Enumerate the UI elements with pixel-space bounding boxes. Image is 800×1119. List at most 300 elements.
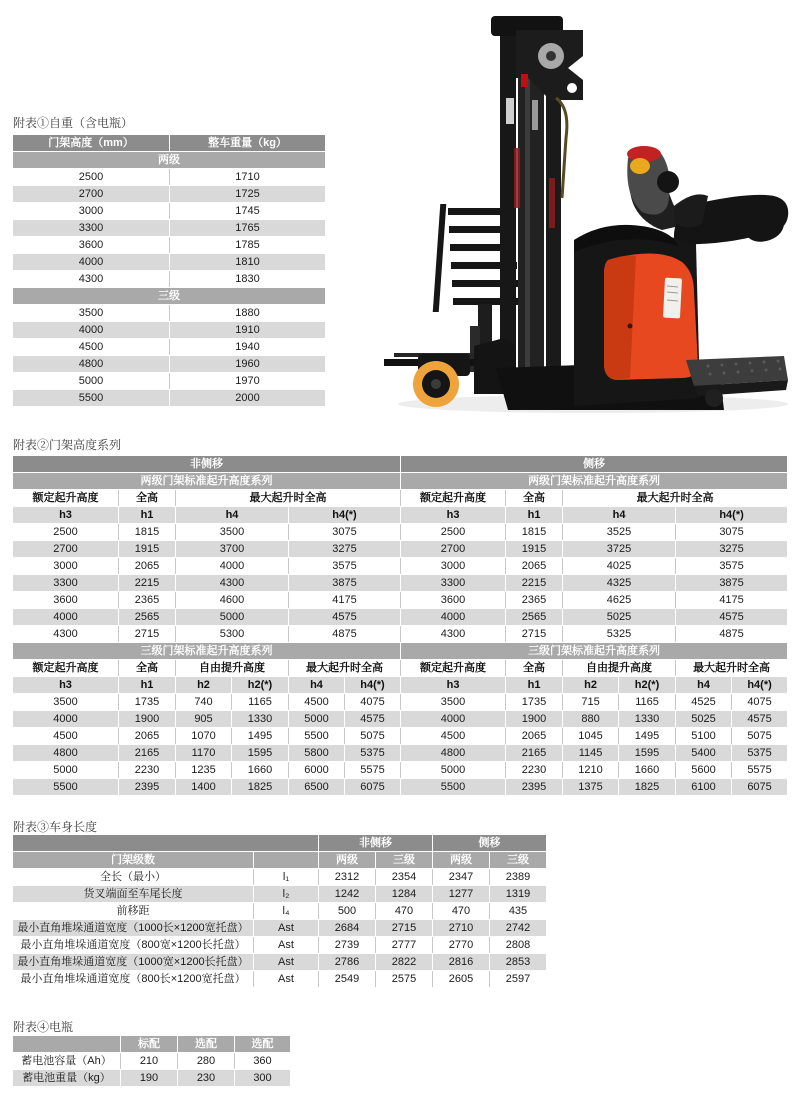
table-cell: 1900 xyxy=(118,711,175,727)
table-cell: 1960 xyxy=(169,356,325,372)
table-cell: 5000 xyxy=(288,711,344,727)
table-row xyxy=(13,954,546,970)
table-cell: 3500 xyxy=(175,524,288,540)
table-cell: 4575 xyxy=(731,711,787,727)
table-cell: 4500 xyxy=(288,694,344,710)
table-cell: 4575 xyxy=(675,609,787,625)
body-length-table xyxy=(13,834,546,988)
table-cell: 5800 xyxy=(288,745,344,761)
table-cell: 3575 xyxy=(675,558,787,574)
table-cell: 5575 xyxy=(731,762,787,778)
table-row xyxy=(13,971,546,987)
table-cell: h1 xyxy=(505,507,562,523)
table-cell: 435 xyxy=(489,903,546,919)
table-cell: 4000 xyxy=(13,254,169,270)
table-cell: 2816 xyxy=(432,954,489,970)
table-cell: h4(*) xyxy=(731,677,787,693)
table-cell: 2710 xyxy=(432,920,489,936)
table-cell: l₄ xyxy=(253,903,318,919)
table-cell: 3525 xyxy=(562,524,675,540)
table-row xyxy=(13,886,546,902)
mast xyxy=(491,16,583,388)
table-cell: 两级门架标准起升高度系列 xyxy=(13,473,400,489)
table-cell: 6500 xyxy=(288,779,344,795)
table-cell: h4 xyxy=(562,507,675,523)
table-cell: 2742 xyxy=(489,920,546,936)
table-row xyxy=(13,373,325,389)
table-cell: 880 xyxy=(562,711,618,727)
table-cell: 2365 xyxy=(505,592,562,608)
table-cell: 2715 xyxy=(118,626,175,642)
table-cell: 2347 xyxy=(432,869,489,885)
table-cell: 2853 xyxy=(489,954,546,970)
table-cell: 全高 xyxy=(118,490,175,506)
table-cell: 2777 xyxy=(375,937,432,953)
table-cell: 额定起升高度 xyxy=(13,490,118,506)
table-cell: 门架级数 xyxy=(13,852,253,868)
table-cell: Ast xyxy=(253,954,318,970)
table-cell: 1165 xyxy=(231,694,288,710)
table-cell: 蓄电池容量（Ah） xyxy=(13,1053,120,1069)
table-cell: 1375 xyxy=(562,779,618,795)
table-cell: 4800 xyxy=(13,745,118,761)
table-cell: 1284 xyxy=(375,886,432,902)
table-cell: 300 xyxy=(234,1070,290,1086)
table-row xyxy=(13,643,787,659)
table-cell: 1830 xyxy=(169,271,325,287)
table-cell: 1735 xyxy=(118,694,175,710)
table-row xyxy=(13,271,325,287)
table-row xyxy=(13,903,546,919)
table-cell: 最大起升时全高 xyxy=(175,490,400,506)
table-cell: 1145 xyxy=(562,745,618,761)
table-cell: 5600 xyxy=(675,762,731,778)
table-row xyxy=(13,852,546,868)
table-cell: 2500 xyxy=(13,524,118,540)
table-cell: 4625 xyxy=(562,592,675,608)
table-cell: 5500 xyxy=(400,779,505,795)
table-cell: 4000 xyxy=(13,711,118,727)
table-row xyxy=(13,524,787,540)
table-cell: 2808 xyxy=(489,937,546,953)
battery-table-title: 附表④电瓶 xyxy=(13,1020,74,1034)
table-cell: 自由提升高度 xyxy=(562,660,675,676)
table-cell: 前移距 xyxy=(13,903,253,919)
table-cell: 1825 xyxy=(618,779,675,795)
table-cell: 1242 xyxy=(318,886,375,902)
table-cell: 3300 xyxy=(13,575,118,591)
table-row xyxy=(13,507,787,523)
table-cell: 3600 xyxy=(400,592,505,608)
table-cell: 2565 xyxy=(505,609,562,625)
table-cell: 2605 xyxy=(432,971,489,987)
table-cell: 蓄电池重量（kg） xyxy=(13,1070,120,1086)
table-cell: 5025 xyxy=(562,609,675,625)
table-row xyxy=(13,220,325,236)
table-cell: 4000 xyxy=(175,558,288,574)
table-cell: 3500 xyxy=(13,694,118,710)
table-cell: 2565 xyxy=(118,609,175,625)
table-cell: 1810 xyxy=(169,254,325,270)
table-row xyxy=(13,575,787,591)
table-cell: 4300 xyxy=(400,626,505,642)
table-cell: 2700 xyxy=(13,541,118,557)
table-cell: 1210 xyxy=(562,762,618,778)
table-row xyxy=(13,1053,290,1069)
table-cell: 标配 xyxy=(120,1036,177,1052)
table-row xyxy=(13,920,546,936)
table-cell: 1400 xyxy=(175,779,231,795)
table-cell: 470 xyxy=(375,903,432,919)
table-cell: 额定起升高度 xyxy=(400,660,505,676)
table-cell: 1970 xyxy=(169,373,325,389)
table-cell: 1710 xyxy=(169,169,325,185)
table-row xyxy=(13,135,325,151)
table-cell: h3 xyxy=(400,507,505,523)
table-cell: 2575 xyxy=(375,971,432,987)
table-cell: 5400 xyxy=(675,745,731,761)
table-cell: 3000 xyxy=(13,558,118,574)
table-cell: h1 xyxy=(118,507,175,523)
table-row xyxy=(13,694,787,710)
table-cell: 2065 xyxy=(118,728,175,744)
table-cell: 2500 xyxy=(400,524,505,540)
table-row xyxy=(13,1036,290,1052)
table-cell: 210 xyxy=(120,1053,177,1069)
table-row xyxy=(13,558,787,574)
table-row xyxy=(13,745,787,761)
table-cell: 230 xyxy=(177,1070,234,1086)
table-row xyxy=(13,288,325,304)
table-cell: 全长（最小） xyxy=(13,869,253,885)
weight-table-title: 附表①自重（含电瓶） xyxy=(13,116,134,130)
table-cell: 最小直角堆垛通道宽度（1000宽×1200长托盘） xyxy=(13,954,253,970)
table-cell: 5000 xyxy=(175,609,288,625)
table-row xyxy=(13,152,325,168)
table-cell: 1595 xyxy=(231,745,288,761)
table-cell: h3 xyxy=(13,507,118,523)
table-cell: 2715 xyxy=(505,626,562,642)
table-cell: 2700 xyxy=(400,541,505,557)
table-cell xyxy=(253,852,318,868)
table-cell: 自由提升高度 xyxy=(175,660,288,676)
table-cell: h3 xyxy=(13,677,118,693)
table-cell: 5075 xyxy=(731,728,787,744)
table-cell: 1660 xyxy=(618,762,675,778)
table-cell: 侧移 xyxy=(400,456,787,472)
table-cell: h4(*) xyxy=(344,677,400,693)
table-cell: 4575 xyxy=(344,711,400,727)
table-cell: 5000 xyxy=(13,762,118,778)
table-cell: 3275 xyxy=(675,541,787,557)
table-row xyxy=(13,626,787,642)
product-photo xyxy=(378,8,792,416)
table-cell: 三级 xyxy=(489,852,546,868)
table-cell: 4600 xyxy=(175,592,288,608)
table-cell: 4800 xyxy=(400,745,505,761)
table-cell: 5025 xyxy=(675,711,731,727)
table-cell: 4000 xyxy=(400,711,505,727)
table-cell: 1595 xyxy=(618,745,675,761)
table-cell: 1660 xyxy=(231,762,288,778)
table-cell: 6075 xyxy=(344,779,400,795)
table-cell: Ast xyxy=(253,937,318,953)
table-cell xyxy=(13,835,318,851)
mast-table-title: 附表②门架高度系列 xyxy=(13,438,122,452)
table-row xyxy=(13,869,546,885)
table-cell: 2215 xyxy=(505,575,562,591)
table-cell: 2500 xyxy=(13,169,169,185)
table-cell: 3000 xyxy=(400,558,505,574)
table-cell: 360 xyxy=(234,1053,290,1069)
table-cell: 1165 xyxy=(618,694,675,710)
table-cell: 500 xyxy=(318,903,375,919)
table-cell: 1765 xyxy=(169,220,325,236)
table-cell: 6100 xyxy=(675,779,731,795)
table-cell: 3600 xyxy=(13,237,169,253)
table-cell: h4(*) xyxy=(288,507,400,523)
table-cell: 1330 xyxy=(618,711,675,727)
table-cell: 4075 xyxy=(344,694,400,710)
table-cell: h2(*) xyxy=(618,677,675,693)
table-cell: 三级门架标准起升高度系列 xyxy=(13,643,400,659)
table-cell: 全高 xyxy=(505,660,562,676)
table-cell: 4000 xyxy=(13,609,118,625)
table-cell: 5325 xyxy=(562,626,675,642)
table-cell: 3725 xyxy=(562,541,675,557)
table-cell: 740 xyxy=(175,694,231,710)
table-cell: 2230 xyxy=(118,762,175,778)
table-cell: 4875 xyxy=(675,626,787,642)
table-cell: 2822 xyxy=(375,954,432,970)
table-cell: 3575 xyxy=(288,558,400,574)
table-row xyxy=(13,541,787,557)
table-cell: 两级 xyxy=(432,852,489,868)
table-cell: 最小直角堆垛通道宽度（800宽×1200长托盘） xyxy=(13,937,253,953)
table-cell: h1 xyxy=(505,677,562,693)
table-row xyxy=(13,390,325,406)
table-cell: 2000 xyxy=(169,390,325,406)
table-cell: 1915 xyxy=(118,541,175,557)
table-cell: 三级门架标准起升高度系列 xyxy=(400,643,787,659)
table-cell: 6075 xyxy=(731,779,787,795)
table-cell: 4500 xyxy=(400,728,505,744)
table-cell: 5575 xyxy=(344,762,400,778)
table-cell: 5000 xyxy=(400,762,505,778)
table-cell: 3875 xyxy=(288,575,400,591)
table-row xyxy=(13,169,325,185)
table-cell: 选配 xyxy=(234,1036,290,1052)
table-cell: 5100 xyxy=(675,728,731,744)
table-cell: 4175 xyxy=(288,592,400,608)
table-row xyxy=(13,835,546,851)
table-cell: 5300 xyxy=(175,626,288,642)
table-cell: 2684 xyxy=(318,920,375,936)
table-cell: 4300 xyxy=(13,626,118,642)
table-cell: 2715 xyxy=(375,920,432,936)
table-cell: 3700 xyxy=(175,541,288,557)
table-cell: 额定起升高度 xyxy=(13,660,118,676)
table-row xyxy=(13,203,325,219)
table-cell: 2739 xyxy=(318,937,375,953)
table-cell: 5500 xyxy=(13,390,169,406)
table-cell: 2065 xyxy=(505,728,562,744)
table-cell: 两级 xyxy=(318,852,375,868)
table-cell: 3275 xyxy=(288,541,400,557)
table-cell: 2065 xyxy=(118,558,175,574)
table-row xyxy=(13,728,787,744)
table-row xyxy=(13,456,787,472)
table-cell: 2389 xyxy=(489,869,546,885)
table-row xyxy=(13,339,325,355)
table-cell: 1785 xyxy=(169,237,325,253)
table-cell: 4500 xyxy=(13,339,169,355)
mast-height-table xyxy=(13,455,787,796)
table-cell: 两级门架标准起升高度系列 xyxy=(400,473,787,489)
table-cell: 1235 xyxy=(175,762,231,778)
table-cell: 4575 xyxy=(288,609,400,625)
body-cowl xyxy=(574,225,700,406)
table-cell: h4(*) xyxy=(675,507,787,523)
table-cell: 2597 xyxy=(489,971,546,987)
table-cell: 2395 xyxy=(118,779,175,795)
table-cell: 2549 xyxy=(318,971,375,987)
table-row xyxy=(13,237,325,253)
table-cell: 3000 xyxy=(13,203,169,219)
table-cell: 1915 xyxy=(505,541,562,557)
table-cell: 905 xyxy=(175,711,231,727)
table-cell: 1825 xyxy=(231,779,288,795)
table-cell: 4875 xyxy=(288,626,400,642)
table-cell: 470 xyxy=(432,903,489,919)
table-cell: 侧移 xyxy=(432,835,546,851)
table-cell: 6000 xyxy=(288,762,344,778)
table-cell: l₂ xyxy=(253,886,318,902)
table-cell: 门架高度（mm） xyxy=(13,135,169,151)
table-cell: 1735 xyxy=(505,694,562,710)
table-row xyxy=(13,254,325,270)
table-cell: 1277 xyxy=(432,886,489,902)
table-cell: Ast xyxy=(253,971,318,987)
table-cell: 1170 xyxy=(175,745,231,761)
table-cell: 4000 xyxy=(400,609,505,625)
table-cell: h3 xyxy=(400,677,505,693)
table-cell: 非侧移 xyxy=(318,835,432,851)
table-cell: l₁ xyxy=(253,869,318,885)
table-cell: 3875 xyxy=(675,575,787,591)
table-row xyxy=(13,779,787,795)
table-cell: h2(*) xyxy=(231,677,288,693)
table-cell: 3075 xyxy=(675,524,787,540)
table-row xyxy=(13,490,787,506)
weight-table xyxy=(13,134,325,407)
table-cell: 整车重量（kg） xyxy=(169,135,325,151)
table-cell: 2165 xyxy=(505,745,562,761)
table-cell: h2 xyxy=(175,677,231,693)
table-cell: 4175 xyxy=(675,592,787,608)
table-row xyxy=(13,305,325,321)
table-cell: 2230 xyxy=(505,762,562,778)
table-cell: 2215 xyxy=(118,575,175,591)
table-cell: 1045 xyxy=(562,728,618,744)
table-cell: h4 xyxy=(288,677,344,693)
body-length-table-title: 附表③车身长度 xyxy=(13,820,98,834)
table-cell: 1725 xyxy=(169,186,325,202)
table-cell: 1495 xyxy=(618,728,675,744)
table-cell: 4000 xyxy=(13,322,169,338)
table-row xyxy=(13,677,787,693)
table-cell xyxy=(13,1036,120,1052)
table-cell: 4325 xyxy=(562,575,675,591)
table-row xyxy=(13,356,325,372)
table-cell: 1900 xyxy=(505,711,562,727)
table-cell: 1330 xyxy=(231,711,288,727)
table-row xyxy=(13,762,787,778)
table-cell: 全高 xyxy=(505,490,562,506)
table-cell: 715 xyxy=(562,694,618,710)
table-cell: 2770 xyxy=(432,937,489,953)
table-cell: 5500 xyxy=(13,779,118,795)
table-cell: 4300 xyxy=(175,575,288,591)
table-cell: 4800 xyxy=(13,356,169,372)
table-cell: 非侧移 xyxy=(13,456,400,472)
table-cell: 2395 xyxy=(505,779,562,795)
table-cell: 1880 xyxy=(169,305,325,321)
table-cell: 3500 xyxy=(400,694,505,710)
table-cell: 4525 xyxy=(675,694,731,710)
drive-wheel xyxy=(413,361,459,407)
table-cell: 最小直角堆垛通道宽度（800长×1200宽托盘） xyxy=(13,971,253,987)
table-cell: 1815 xyxy=(118,524,175,540)
table-cell: 3075 xyxy=(288,524,400,540)
table-cell: 280 xyxy=(177,1053,234,1069)
table-cell: 2165 xyxy=(118,745,175,761)
table-cell: 三级 xyxy=(13,288,325,304)
table-cell: h4 xyxy=(675,677,731,693)
table-row xyxy=(13,592,787,608)
table-cell: 2354 xyxy=(375,869,432,885)
table-row xyxy=(13,609,787,625)
table-cell: 3600 xyxy=(13,592,118,608)
table-cell: 3300 xyxy=(400,575,505,591)
table-cell: 两级 xyxy=(13,152,325,168)
table-cell: 190 xyxy=(120,1070,177,1086)
table-cell: 3300 xyxy=(13,220,169,236)
table-cell: 5375 xyxy=(731,745,787,761)
table-cell: 1745 xyxy=(169,203,325,219)
table-cell: 全高 xyxy=(118,660,175,676)
table-cell: h4 xyxy=(175,507,288,523)
table-cell: 1910 xyxy=(169,322,325,338)
armrest xyxy=(674,194,788,244)
table-cell: 1940 xyxy=(169,339,325,355)
table-cell: 4500 xyxy=(13,728,118,744)
table-cell: 2312 xyxy=(318,869,375,885)
table-cell: 1070 xyxy=(175,728,231,744)
table-cell: 2065 xyxy=(505,558,562,574)
table-cell: 最大起升时全高 xyxy=(675,660,787,676)
table-cell: 1495 xyxy=(231,728,288,744)
table-cell: 最小直角堆垛通道宽度（1000长×1200宽托盘） xyxy=(13,920,253,936)
table-cell: h2 xyxy=(562,677,618,693)
table-cell: 选配 xyxy=(177,1036,234,1052)
table-cell: 3500 xyxy=(13,305,169,321)
table-cell: 货叉端面至车尾长度 xyxy=(13,886,253,902)
table-cell: 2786 xyxy=(318,954,375,970)
table-cell: 4300 xyxy=(13,271,169,287)
table-cell: 2365 xyxy=(118,592,175,608)
table-row xyxy=(13,1070,290,1086)
